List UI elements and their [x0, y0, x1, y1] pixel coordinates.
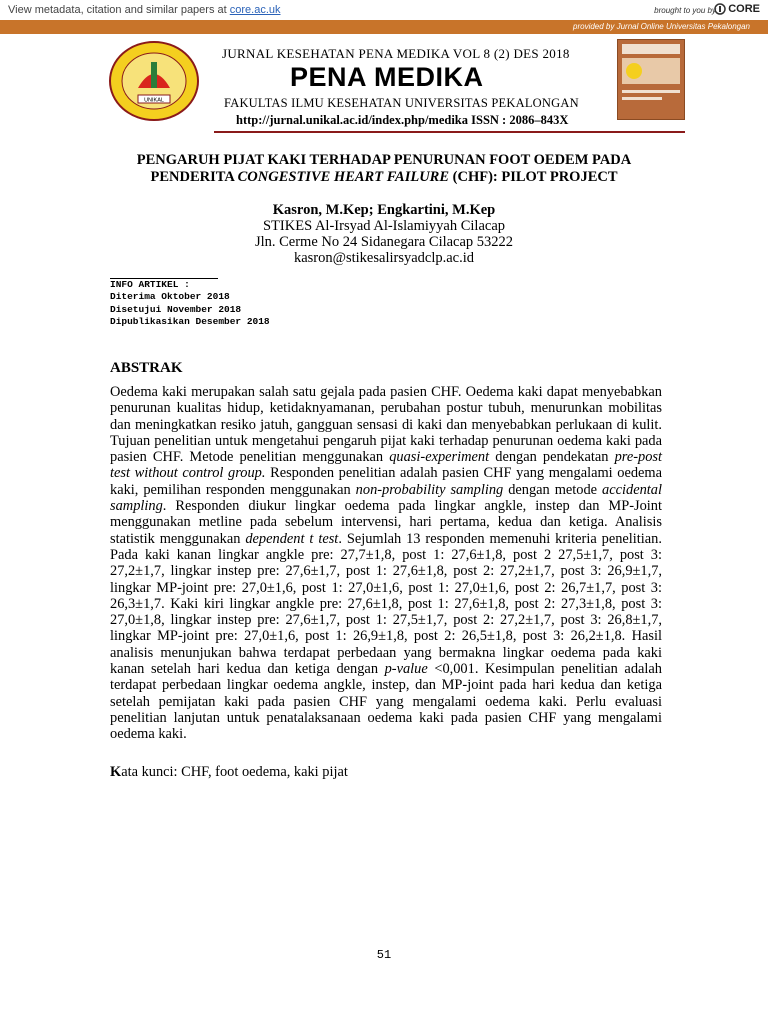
- keywords-text: ata kunci: CHF, foot oedema, kaki pijat: [121, 764, 348, 780]
- abstract-italic: quasi-experiment: [389, 449, 490, 466]
- core-metadata-text: [8, 4, 281, 16]
- journal-volume-line: JURNAL KESEHATAN PENA MEDIKA VOL 8 (2) DES 2018: [222, 46, 570, 61]
- journal-url-issn: http://jurnal.unikal.ac.id/index.php/medika ISSN : 2086–843X: [236, 113, 569, 127]
- title-post: (CHF): PILOT PROJECT: [449, 169, 618, 185]
- title-italic: CONGESTIVE HEART FAILURE: [237, 169, 450, 185]
- core-link[interactable]: core.ac.uk: [229, 4, 281, 16]
- core-logo[interactable]: [714, 3, 760, 15]
- author-block: [110, 202, 658, 266]
- journal-title: PENA MEDIKA: [290, 62, 484, 92]
- journal-cover-thumbnail: [617, 39, 685, 120]
- university-logo: [108, 40, 200, 122]
- info-heading: INFO ARTIKEL :: [110, 279, 190, 290]
- provided-by-bar: [0, 20, 768, 34]
- author-names: Kasron, M.Kep; Engkartini, M.Kep: [272, 202, 496, 218]
- metadata-label: View metadata, citation and similar papers at: [8, 4, 230, 16]
- abstract-text: dengan metode: [503, 481, 603, 498]
- author-affiliation: STIKES Al-Irsyad Al-Islamiyyah Cilacap: [262, 218, 506, 234]
- author-address: Jln. Cerme No 24 Sidanegara Cilacap 53222: [254, 234, 514, 250]
- abstract-italic: p-value: [384, 661, 428, 678]
- info-published: Dipublikasikan Desember 2018: [110, 315, 270, 327]
- article-info: [110, 279, 270, 328]
- core-banner: [0, 0, 768, 21]
- abstract-italic: dependent t test: [245, 530, 339, 547]
- abstract-italic: accidental sampling: [110, 481, 662, 515]
- title-pre: PENDERITA: [150, 169, 238, 185]
- abstract-heading: ABSTRAK: [110, 360, 183, 376]
- core-label: CORE: [728, 3, 760, 15]
- info-received: Diterima Oktober 2018: [110, 291, 230, 303]
- keywords-initial: K: [110, 764, 122, 780]
- abstract-text: Oedema kaki merupakan salah satu gejala pada pasien CHF. Oedema kaki dapat menyebabkan penurunan kualitas hidup, ketidaknyamanan, perubahan postur tubuh, menurunkan mobilitas dan meningkatkan resiko jatuh, gangguan sensasi di kaki dan menyebabkan perlukaan di kulit. Tujuan penelitian untuk mengetahui pengaruh pijat kaki terhadap penurunan oedema kaki pada pasien CHF. Metode penelitian menggunakan: [110, 384, 662, 466]
- provided-by-text: provided by Jurnal Online Universitas Pekalongan: [573, 22, 750, 31]
- page-number: 51: [376, 948, 392, 962]
- paper-title-line1: PENGARUH PIJAT KAKI TERHADAP PENURUNAN FOOT OEDEM PADA: [136, 152, 632, 168]
- author-email: kasron@stikesalirsyadclp.ac.id: [293, 250, 475, 266]
- abstract-text: Responden penelitian adalah pasien CHF yang mengalami oedema kaki, pemilihan responden menggunakan: [110, 465, 663, 498]
- abstract-italic: pre-post test without control group.: [110, 449, 662, 482]
- paper-title-line2: [110, 169, 658, 186]
- info-approved: Disetujui November 2018: [110, 303, 242, 315]
- abstract-text: dengan pendekatan: [489, 449, 615, 466]
- brought-by-text: brought to you by: [654, 6, 716, 15]
- abstract-italic: non-probability sampling: [355, 481, 504, 498]
- logo-banner-text: UNIKAL: [144, 97, 164, 104]
- abstract-body: [110, 384, 662, 743]
- journal-faculty-line: FAKULTAS ILMU KESEHATAN UNIVERSITAS PEKALONGAN: [224, 96, 579, 110]
- abstract-text: <0,001. Kesimpulan penelitian adalah terdapat perbedaan lingkar oedema angkle, instep, dan MP-joint pada hari kedua dan ketiga setelah pemijatan kaki pada pasien CHF yang mengalami oedema kaki. Perlu evaluasi penelitian lanjutan untuk penatalaksanaan oedema kaki pada pasien CHF yang mengalami oedema kaki.: [110, 661, 662, 743]
- header-divider: [214, 131, 685, 133]
- abstract-text: . Sejumlah 13 responden memenuhi kriteria penelitian. Pada kaki kanan lingkar angkle pre: 27,7±1,8, post 1: 27,6±1,8, post 2 27,5±1,7, post 3: 27,2±1,7, lingkar instep pre: 27,6±1,7, post 1: 27,6±1,8, post 2: 27,2±1,7, post 3: 26,9±1,7, lingkar MP-joint pre: 27,0±1,6, post 1: 27,0±1,6, post 1: 27,0±1,6, post 2: 26,7±1,7, post 3: 26,3±1,7. Kaki kiri lingkar angkle pre: 27,6±1,8, post 1: 27,6±1,8, post 2: 27,3±1,8, post 3: 27,0±1,8, lingkar instep pre: 27,6±1,7, post 1: 27,5±1,7, post 2: 27,2±1,7, post 3: 26,8±1,7, lingkar MP-joint pre: 27,0±1,6, post 1: 26,9±1,8, post 2: 26,5±1,8, post 3: 26,2±1,8. Hasil analisis menunjukan bahwa terdapat perbedaan yang bermakna lingkar oedema pada kaki kanan setelah hari kedua dan ketiga dengan: [110, 530, 662, 678]
- core-icon: [714, 3, 726, 15]
- cover-image: [618, 40, 684, 119]
- abstract-text: . Responden diukur lingkar oedema pada lingkar angkle, instep dan MP-Joint menggunakan metline pada sebelum intervensi, hari pertama, kedua dan ketiga. Analisis statistik menggunakan: [110, 498, 662, 547]
- paper-title: [110, 152, 658, 186]
- keywords: [110, 764, 348, 781]
